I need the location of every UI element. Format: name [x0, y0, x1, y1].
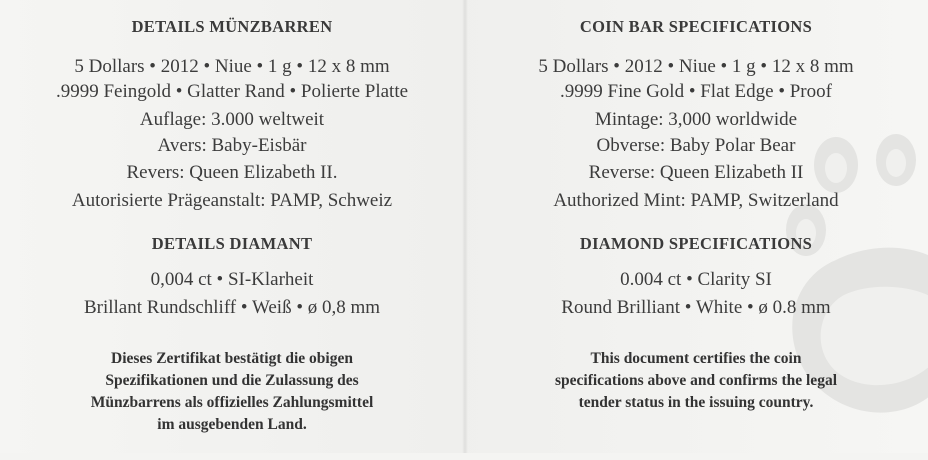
coin-line-de: .9999 Feingold • Glatter Rand • Polierte Platte — [55, 81, 409, 102]
diamond-line-de: Brillant Rundschliff • Weiß • ø 0,8 mm — [83, 297, 381, 318]
coin-heading-en: COIN BAR SPECIFICATIONS — [579, 17, 813, 36]
coin-line-en: Mintage: 3,000 worldwide — [594, 109, 798, 130]
diamond-line-de: 0,004 ct • SI-Klarheit — [150, 269, 314, 290]
certificate-line-de: Münzbarrens als offizielles Zahlungsmittel — [90, 394, 374, 411]
coin-line-de: Revers: Queen Elizabeth II. — [126, 162, 338, 183]
coin-line-en: Authorized Mint: PAMP, Switzerland — [553, 190, 839, 211]
german-column — [0, 0, 464, 453]
certificate-line-de: Dieses Zertifikat bestätigt die obigen — [111, 350, 353, 367]
coin-line-de: Avers: Baby-Eisbär — [157, 135, 307, 156]
coin-line-en: Reverse: Queen Elizabeth II — [588, 162, 804, 183]
coin-line-en: 5 Dollars • 2012 • Niue • 1 g • 12 x 8 mm — [538, 56, 854, 77]
certificate-line-en: This document certifies the coin — [590, 350, 802, 367]
coin-line-en: .9999 Fine Gold • Flat Edge • Proof — [560, 81, 832, 102]
certificate-line-en: specifications above and confirms the legal — [555, 372, 837, 389]
coin-line-de: Autorisierte Prägeanstalt: PAMP, Schweiz — [71, 190, 393, 211]
certificate-line-en: tender status in the issuing country. — [578, 394, 814, 411]
coin-line-en: Obverse: Baby Polar Bear — [596, 135, 796, 156]
english-column — [464, 0, 928, 453]
diamond-line-en: 0.004 ct • Clarity SI — [620, 269, 772, 290]
diamond-line-en: Round Brilliant • White • ø 0.8 mm — [561, 297, 831, 318]
coin-line-de: 5 Dollars • 2012 • Niue • 1 g • 12 x 8 mm — [74, 56, 390, 77]
coin-heading-de: DETAILS MÜNZBARREN — [131, 17, 333, 36]
diamond-heading-de: DETAILS DIAMANT — [151, 234, 313, 253]
certificate-line-de: im ausgebenden Land. — [157, 416, 307, 433]
diamond-heading-en: DIAMOND SPECIFICATIONS — [579, 234, 813, 253]
coin-line-de: Auflage: 3.000 weltweit — [139, 109, 325, 130]
certificate-line-de: Spezifikationen und die Zulassung des — [105, 372, 359, 389]
